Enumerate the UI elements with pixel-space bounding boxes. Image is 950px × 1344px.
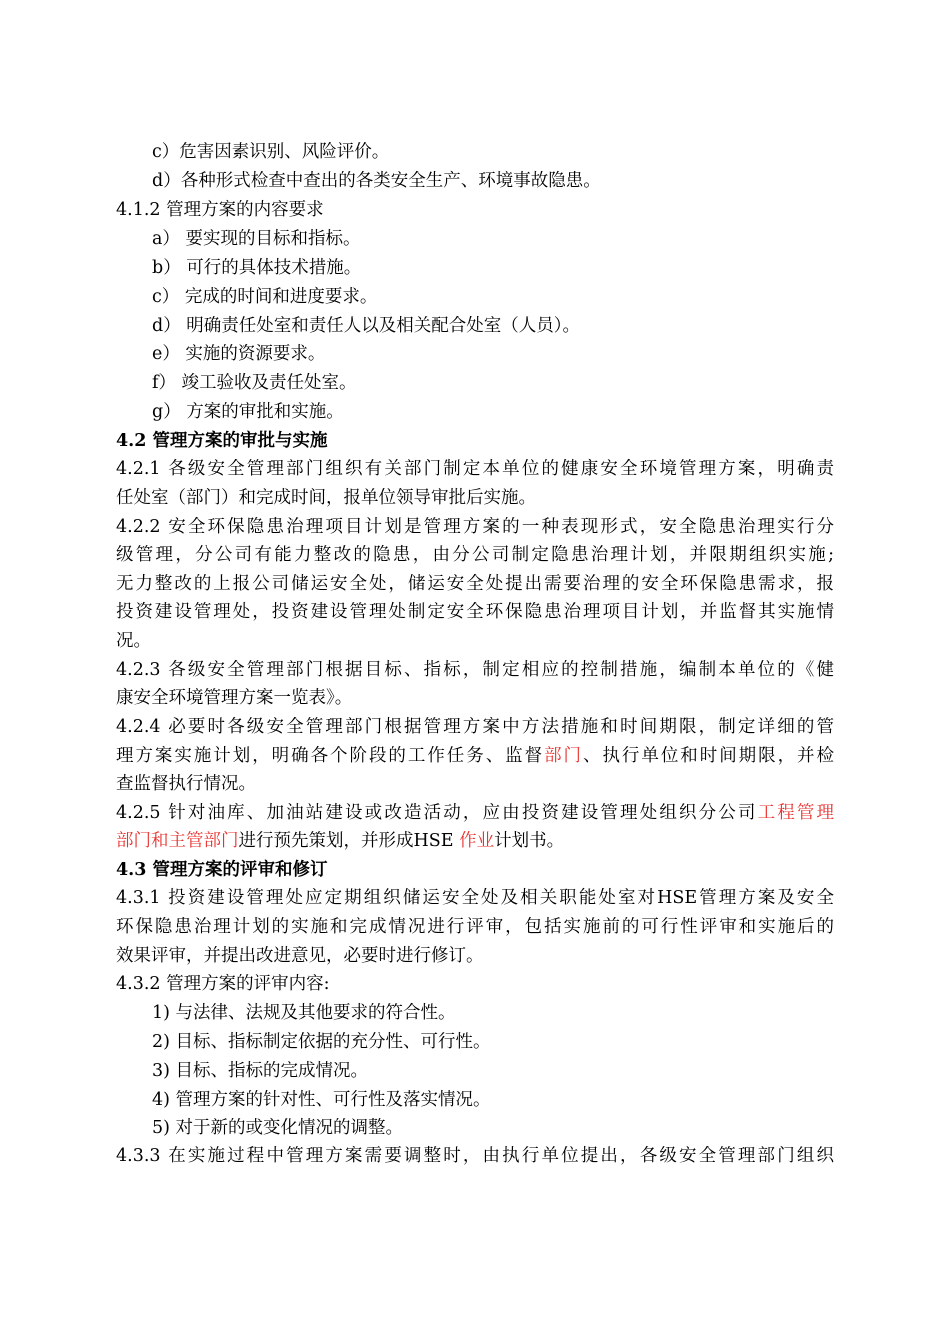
list-item: g） 方案的审批和实施。 [152,402,344,422]
highlight-text: 部门 [544,746,584,766]
list-item: f） 竣工验收及责任处室。 [152,373,357,393]
highlight-text: 部门和主管部门 [116,831,239,851]
list-item: b） 可行的具体技术措施。 [152,258,362,278]
text-segment: 、执行单位和时间期限，并检 [583,746,835,766]
paragraph-line: 4.3.1 投资建设管理处应定期组织储运安全处及相关职能处室对HSE管理方案及安全 [116,888,834,908]
section-heading: 4.2 管理方案的审批与实施 [116,431,328,451]
paragraph-line: 环保隐患治理计划的实施和完成情况进行评审，包括实施前的可行性评审和实施后的 [116,917,834,937]
paragraph-line: 4.2.4 必要时各级安全管理部门根据管理方案中方法措施和时间期限，制定详细的管 [116,717,834,737]
section-heading: 4.3 管理方案的评审和修订 [116,860,328,880]
paragraph-line: 4.2.3 各级安全管理部门根据目标、指标，制定相应的控制措施，编制本单位的《健 [116,660,834,680]
list-item: e） 实施的资源要求。 [152,344,326,364]
section-heading: 4.1.2 管理方案的内容要求 [116,200,324,220]
text-segment: 理方案实施计划，明确各个阶段的工作任务、监督 [116,746,545,766]
paragraph-line: 4.2.2 安全环保隐患治理项目计划是管理方案的一种表现形式，安全隐患治理实行分 [116,517,834,537]
highlight-text: 工程管理 [757,803,834,823]
paragraph-line: 效果评审，并提出改进意见，必要时进行修订。 [116,946,484,966]
paragraph-line: 级管理，分公司有能力整改的隐患，由分公司制定隐患治理计划，并限期组织实施; [116,545,834,565]
list-item: 3) 目标、指标的完成情况。 [152,1061,369,1081]
highlight-text: 作业 [459,831,495,851]
paragraph-line [116,827,564,855]
list-item: a） 要实现的目标和指标。 [152,229,361,249]
paragraph-line: 4.2.1 各级安全管理部门组织有关部门制定本单位的健康安全环境管理方案，明确责 [116,459,834,479]
paragraph-line [116,742,834,770]
paragraph-line: 无力整改的上报公司储运安全处，储运安全处提出需要治理的安全环保隐患需求，报 [116,574,834,594]
paragraph-line: 查监督执行情况。 [116,774,256,794]
list-item: d）各种形式检查中查出的各类安全生产、环境事故隐患。 [152,171,601,191]
paragraph-line: 况。 [116,631,151,651]
paragraph-line: 投资建设管理处，投资建设管理处制定安全环保隐患治理项目计划，并监督其实施情 [116,602,834,622]
text-segment: 进行预先策划，并形成HSE [238,831,460,851]
list-item: 1) 与法律、法规及其他要求的符合性。 [152,1003,456,1023]
list-item: 5) 对于新的或变化情况的调整。 [152,1118,404,1138]
paragraph-line: 康安全环境管理方案一览表》。 [116,688,353,708]
paragraph-line [116,799,834,827]
text-segment: 4.2.5 针对油库、加油站建设或改造活动，应由投资建设管理处组织分公司 [116,803,758,823]
paragraph-line: 4.3.3 在实施过程中管理方案需要调整时，由执行单位提出，各级安全管理部门组织 [116,1146,834,1166]
section-heading: 4.3.2 管理方案的评审内容: [116,974,330,994]
list-item: 4) 管理方案的针对性、可行性及落实情况。 [152,1090,491,1110]
text-segment: 计划书。 [494,831,565,851]
list-item: 2) 目标、指标制定依据的充分性、可行性。 [152,1032,491,1052]
list-item: c）危害因素识别、风险评价。 [152,142,390,162]
list-item: c） 完成的时间和进度要求。 [152,287,378,307]
paragraph-line: 任处室（部门）和完成时间，报单位领导审批后实施。 [116,488,536,508]
list-item: d） 明确责任处室和责任人以及相关配合处室（人员）。 [152,316,581,336]
